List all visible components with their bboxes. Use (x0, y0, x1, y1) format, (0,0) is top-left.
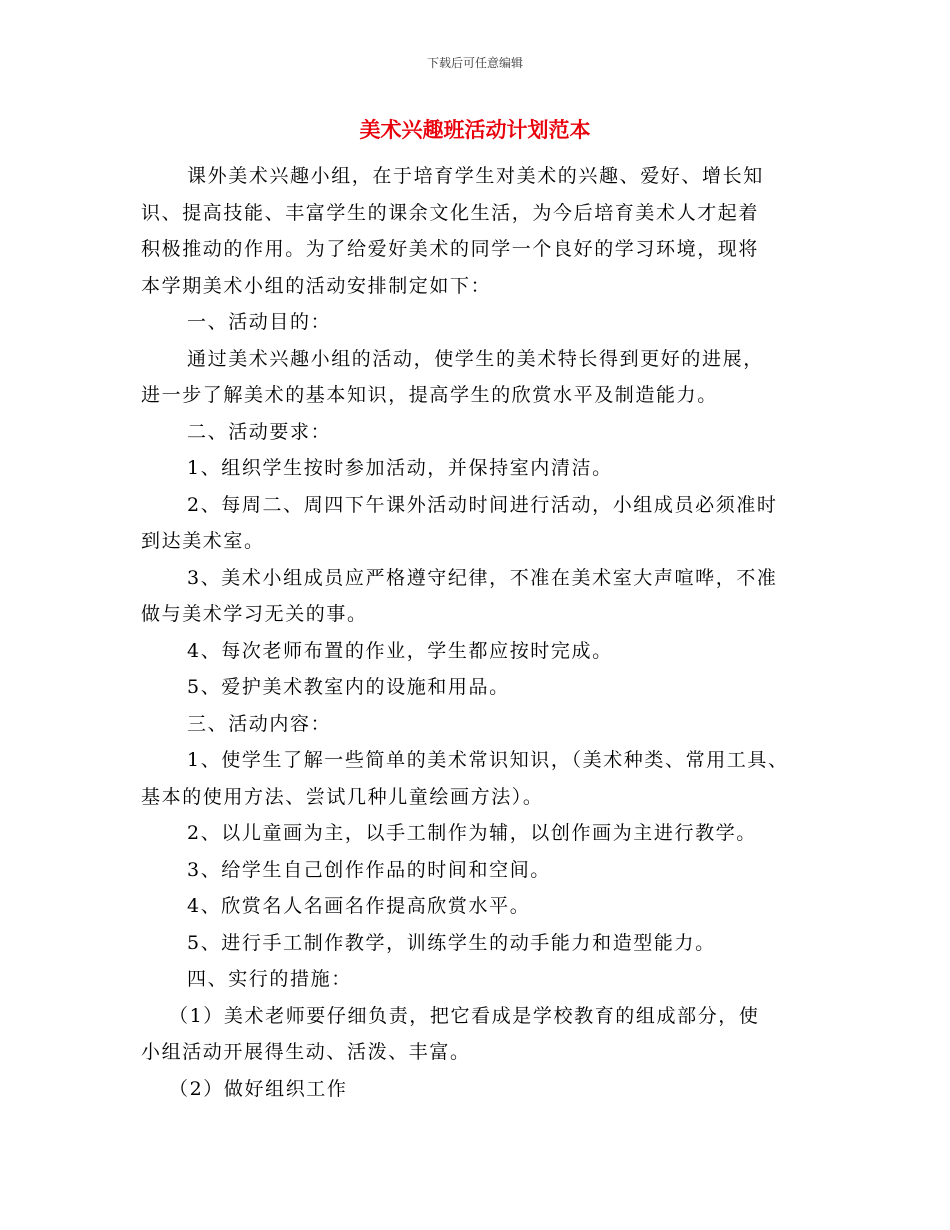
paragraph-line: 识、提高技能、丰富学生的课余文化生活，为今后培育美术人才起着 (141, 201, 760, 224)
paragraph-line: 本学期美术小组的活动安排制定如下： (141, 274, 492, 297)
list-item: 3、给学生自己创作作品的时间和空间。 (187, 858, 551, 881)
list-item: （1）美术老师要仔细负责，把它看成是学校教育的组成部分，使 (169, 1004, 760, 1027)
document-title: 美术兴趣班活动计划范本 (359, 118, 591, 142)
document-body (141, 158, 821, 1107)
paragraph-line: 通过美术兴趣小组的活动，使学生的美术特长得到更好的进展， (187, 347, 764, 370)
paragraph-line: 课外美术兴趣小组，在于培育学生对美术的兴趣、爱好、增长知 (187, 165, 764, 187)
list-item: 3、美术小组成员应严格遵守纪律，不准在美术室大声喧哗，不准 (187, 566, 778, 589)
list-item-continuation: 到达美术室。 (141, 530, 265, 552)
section-heading: 一、活动目的： (187, 311, 332, 333)
list-item: 1、使学生了解一些简单的美术常识知识，（美术种类、常用工具、 (187, 749, 789, 771)
header-note: 下载后可任意编辑 (426, 56, 523, 70)
list-item-continuation: 小组活动开展得生动、活泼、丰富。 (141, 1041, 471, 1063)
section-heading: 二、活动要求： (187, 420, 332, 443)
list-item: 2、每周二、周四下午课外活动时间进行活动，小组成员必须准时 (187, 493, 778, 516)
list-item: （2）做好组织工作 (169, 1077, 348, 1100)
list-item: 5、进行手工制作教学，训练学生的动手能力和造型能力。 (187, 931, 716, 954)
list-item: 4、欣赏名人名画名作提高欣赏水平。 (187, 895, 531, 917)
list-item-continuation: 基本的使用方法、尝试几种儿童绘画方法）。 (141, 785, 544, 808)
section-heading: 四、实行的措施： (187, 968, 352, 990)
paragraph-line: 进一步了解美术的基本知识，提高学生的欣赏水平及制造能力。 (141, 384, 718, 406)
list-item-continuation: 做与美术学习无关的事。 (141, 603, 368, 625)
list-item: 2、以儿童画为主，以手工制作为辅，以创作画为主进行教学。 (187, 822, 757, 844)
list-item: 5、爱护美术教室内的设施和用品。 (187, 676, 510, 698)
paragraph-line: 积极推动的作用。为了给爱好美术的同学一个良好的学习环境，现将 (141, 238, 760, 260)
section-heading: 三、活动内容： (187, 712, 332, 735)
list-item: 4、每次老师布置的作业，学生都应按时完成。 (187, 639, 613, 662)
list-item: 1、组织学生按时参加活动，并保持室内清洁。 (187, 457, 613, 479)
